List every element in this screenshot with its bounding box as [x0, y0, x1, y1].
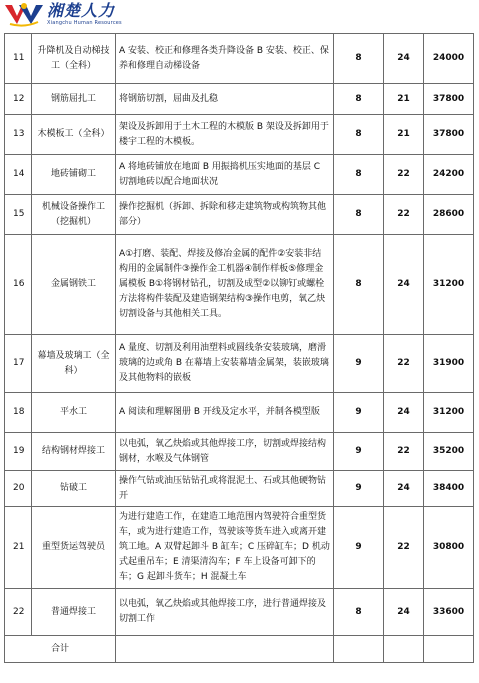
- salary-value: 31200: [424, 235, 474, 335]
- job-description: 以电弧，氧乙炔焰或其他焊接工序，进行普通焊接及切割工作: [116, 589, 334, 636]
- job-title: 木模板工（全科）: [32, 115, 116, 155]
- column-b-value: 22: [384, 433, 424, 471]
- column-b-value: 24: [384, 471, 424, 507]
- column-a-value: 9: [334, 433, 384, 471]
- job-title: 地砖铺砌工: [32, 155, 116, 195]
- column-a-value: 8: [334, 195, 384, 235]
- column-a-value: 9: [334, 507, 384, 589]
- row-number: 20: [5, 471, 32, 507]
- table-row: [5, 34, 474, 84]
- job-description: 将钢筋切割，屈曲及扎稳: [116, 84, 334, 115]
- salary-value: 33600: [424, 589, 474, 636]
- job-title: 平水工: [32, 393, 116, 433]
- salary-value: 28600: [424, 195, 474, 235]
- job-title: 金属钢铁工: [32, 235, 116, 335]
- brand-text: [47, 2, 122, 27]
- job-table: [4, 33, 474, 663]
- salary-value: 31900: [424, 335, 474, 393]
- total-row: [5, 636, 474, 663]
- column-b-value: 22: [384, 155, 424, 195]
- job-description: A 将地砖铺放在地面 B 用振捣机压实地面的基层 C 切割地砖以配合地面状况: [116, 155, 334, 195]
- salary-value: 31200: [424, 393, 474, 433]
- row-number: 22: [5, 589, 32, 636]
- brand-name-en: Xiangchu Human Resources: [47, 20, 122, 26]
- column-a-value: 8: [334, 34, 384, 84]
- column-b-value: 21: [384, 115, 424, 155]
- job-description: A①打磨、装配、焊接及修冶金属的配件②安装非结构用的金属制件③操作金工机器④制作样板⑤修理金属模板 B①将钢材钻孔，切割及成型②以铆钉或螺栓方法将构件装配及建造钢架结构③操作电剪，氧乙炔切割设备与其他相关工具。: [116, 235, 334, 335]
- table-body: [5, 34, 474, 663]
- job-title: 升降机及自动梯技工（全科）: [32, 34, 116, 84]
- salary-value: 24200: [424, 155, 474, 195]
- row-number: 12: [5, 84, 32, 115]
- job-description: 以电弧，氧乙炔焰或其他焊接工序，切割或焊接结构钢材，水喉及气体钢管: [116, 433, 334, 471]
- column-a-value: 8: [334, 84, 384, 115]
- row-number: 15: [5, 195, 32, 235]
- row-number: 18: [5, 393, 32, 433]
- brand-logo: [4, 2, 184, 32]
- column-a-value: 8: [334, 115, 384, 155]
- job-description: 为进行建造工作，在建造工地范围内驾驶符合重型货车，或为进行建造工作，驾驶该等货车进入或离开建筑工地。A 双臂起卸斗 B 缸车；C 压碎缸车；D 机动式起重吊车；E 清渠清沟车；F 车上设备可卸下的车；G 起卸斗货车；H 混凝土车: [116, 507, 334, 589]
- row-number: 13: [5, 115, 32, 155]
- column-b-value: 21: [384, 84, 424, 115]
- row-number: 19: [5, 433, 32, 471]
- table-row: [5, 393, 474, 433]
- salary-value: 35200: [424, 433, 474, 471]
- column-b-value: 24: [384, 589, 424, 636]
- table-row: [5, 235, 474, 335]
- table-row: [5, 589, 474, 636]
- job-description: A 阅读和理解图册 B 开线及定水平，并制各模型版: [116, 393, 334, 433]
- table-row: [5, 115, 474, 155]
- column-b-value: 24: [384, 34, 424, 84]
- row-number: 14: [5, 155, 32, 195]
- table-row: [5, 507, 474, 589]
- total-salary-cell: [424, 636, 474, 663]
- job-title: 重型货运驾驶员: [32, 507, 116, 589]
- job-title: 钢筋屈扎工: [32, 84, 116, 115]
- salary-value: 30800: [424, 507, 474, 589]
- column-b-value: 22: [384, 335, 424, 393]
- total-desc-cell: [116, 636, 334, 663]
- table-row: [5, 84, 474, 115]
- column-b-value: 24: [384, 235, 424, 335]
- job-title: 普通焊接工: [32, 589, 116, 636]
- table-row: [5, 433, 474, 471]
- job-description: 架设及拆卸用于土木工程的木模版 B 架设及拆卸用于楼宇工程的木模板。: [116, 115, 334, 155]
- total-label: 合计: [5, 636, 116, 663]
- row-number: 21: [5, 507, 32, 589]
- column-a-value: 8: [334, 235, 384, 335]
- job-description: 操作气钻或油压钻钻孔或将混泥土、石或其他硬物钻开: [116, 471, 334, 507]
- column-a-value: 8: [334, 155, 384, 195]
- job-description: 操作挖掘机（拆卸、拆除和移走建筑物或构筑物其他部分）: [116, 195, 334, 235]
- total-a-cell: [334, 636, 384, 663]
- salary-value: 24000: [424, 34, 474, 84]
- table-row: [5, 155, 474, 195]
- row-number: 17: [5, 335, 32, 393]
- job-title: 结构钢材焊接工: [32, 433, 116, 471]
- row-number: 11: [5, 34, 32, 84]
- job-description: A 安装、校正和修理各类升降设备 B 安装、校正、保养和修理自动梯设备: [116, 34, 334, 84]
- total-b-cell: [384, 636, 424, 663]
- salary-value: 38400: [424, 471, 474, 507]
- salary-value: 37800: [424, 115, 474, 155]
- job-description: A 量度、切割及利用油塑料或圆线条安装玻璃，磨滑玻璃的边或角 B 在幕墙上安装幕墙金属架，装嵌玻璃及其他物料的嵌板: [116, 335, 334, 393]
- column-a-value: 9: [334, 471, 384, 507]
- brand-logo-icon: [4, 2, 44, 28]
- column-b-value: 22: [384, 195, 424, 235]
- job-title: 幕墙及玻璃工（全科）: [32, 335, 116, 393]
- job-title: 钻破工: [32, 471, 116, 507]
- column-a-value: 9: [334, 335, 384, 393]
- salary-value: 37800: [424, 84, 474, 115]
- column-b-value: 22: [384, 507, 424, 589]
- column-a-value: 9: [334, 393, 384, 433]
- brand-name: 湘楚人力: [47, 1, 116, 20]
- column-b-value: 24: [384, 393, 424, 433]
- job-title: 机械设备操作工（挖掘机）: [32, 195, 116, 235]
- table-row: [5, 195, 474, 235]
- row-number: 16: [5, 235, 32, 335]
- table-row: [5, 335, 474, 393]
- table-row: [5, 471, 474, 507]
- column-a-value: 8: [334, 589, 384, 636]
